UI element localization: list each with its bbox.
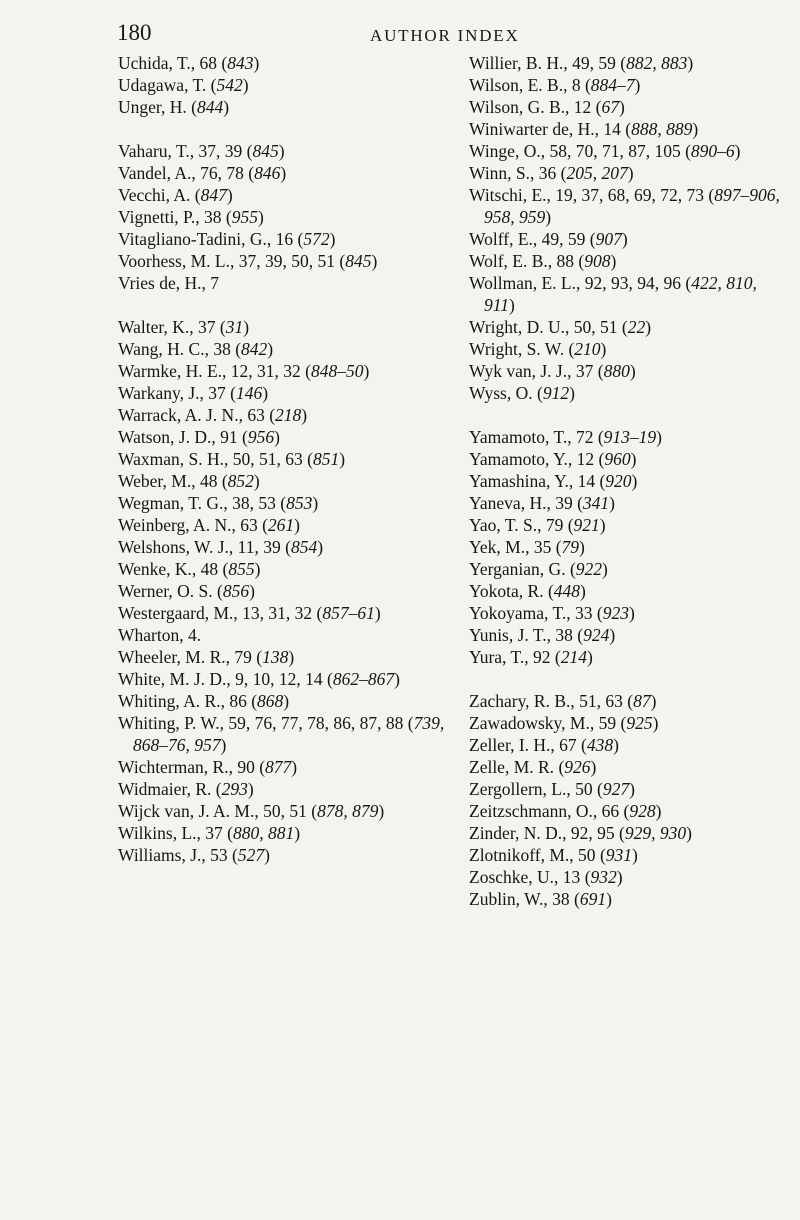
- index-entry: Weinberg, A. N., 63 (261): [118, 515, 300, 535]
- reference-numbers: 847: [200, 185, 227, 205]
- index-entry: Wolf, E. B., 88 (908): [469, 251, 617, 271]
- author-name: Williams, J., 53: [118, 845, 228, 865]
- reference-numbers: 922: [575, 559, 603, 579]
- author-name: Yunis, J. T., 38: [469, 625, 573, 645]
- reference-numbers: 912: [542, 383, 570, 403]
- reference-numbers: 542: [216, 75, 243, 95]
- index-entry: Wilkins, L., 37 (880, 881): [118, 823, 301, 843]
- author-name: Vecchi, A.: [118, 185, 191, 205]
- reference-numbers: 857–61: [322, 603, 375, 623]
- reference-numbers: 261: [267, 515, 295, 535]
- index-entry: Wollman, E. L., 92, 93, 94, 96 (422, 810, 911): [469, 273, 757, 315]
- author-name: Wegman, T. G., 38, 53: [118, 493, 276, 513]
- index-entry: Yaneva, H., 39 (341): [469, 493, 615, 513]
- index-entry: Vitagliano-Tadini, G., 16 (572): [118, 229, 336, 249]
- author-name: Wenke, K., 48: [118, 559, 219, 579]
- index-entry: Wheeler, M. R., 79 (138): [118, 647, 295, 667]
- index-entry: Yerganian, G. (922): [469, 559, 608, 579]
- author-name: Whiting, A. R., 86: [118, 691, 247, 711]
- author-name: Wyss, O.: [469, 383, 533, 403]
- author-name: Widmaier, R.: [118, 779, 212, 799]
- author-name: Voorhess, M. L., 37, 39, 50, 51: [118, 251, 335, 271]
- author-name: Zlotnikoff, M., 50: [469, 845, 596, 865]
- reference-numbers: 929, 930: [624, 823, 687, 843]
- author-name: Whiting, P. W., 59, 76, 77, 78, 86, 87, 88: [118, 713, 404, 733]
- author-name: Winn, S., 36: [469, 163, 557, 183]
- index-entry: Zergollern, L., 50 (927): [469, 779, 635, 799]
- author-name: Uchida, T., 68: [118, 53, 217, 73]
- reference-numbers: 955: [231, 207, 258, 227]
- reference-numbers: 438: [586, 735, 614, 755]
- index-entry: Zublin, W., 38 (691): [469, 889, 612, 909]
- reference-numbers: 890–6: [690, 141, 735, 161]
- reference-numbers: 846: [254, 163, 281, 183]
- index-entry: Zelle, M. R. (926): [469, 757, 597, 777]
- author-name: Vignetti, P., 38: [118, 207, 222, 227]
- author-name: Walter, K., 37: [118, 317, 216, 337]
- author-name: Unger, H.: [118, 97, 187, 117]
- author-name: Zublin, W., 38: [469, 889, 570, 909]
- reference-numbers: 67: [601, 97, 619, 117]
- index-entry: Yao, T. S., 79 (921): [469, 515, 606, 535]
- reference-numbers: 878, 879: [317, 801, 379, 821]
- index-entry: Wright, S. W. (210): [469, 339, 607, 359]
- index-entry: Yokota, R. (448): [469, 581, 586, 601]
- reference-numbers: 897–906, 958, 959: [484, 185, 780, 227]
- page-number: 180: [117, 20, 152, 45]
- index-entry: [118, 272, 458, 294]
- author-name: Zachary, R. B., 51, 63: [469, 691, 623, 711]
- author-name: Wilson, G. B., 12: [469, 97, 592, 117]
- reference-numbers: 856: [222, 581, 250, 601]
- author-name: Zinder, N. D., 92, 95: [469, 823, 615, 843]
- author-name: Winiwarter de, H., 14: [469, 119, 621, 139]
- index-entry: Yokoyama, T., 33 (923): [469, 603, 635, 623]
- reference-numbers: 868: [257, 691, 284, 711]
- reference-numbers: 880: [603, 361, 630, 381]
- author-name: Yokota, R.: [469, 581, 544, 601]
- author-name: Welshons, W. J., 11, 39: [118, 537, 281, 557]
- reference-numbers: 210: [574, 339, 601, 359]
- index-entry: Unger, H. (844): [118, 97, 230, 117]
- author-name: Yerganian, G.: [469, 559, 566, 579]
- author-name: Wright, S. W.: [469, 339, 565, 359]
- index-entry: Yura, T., 92 (214): [469, 647, 593, 667]
- index-entry: Whiting, P. W., 59, 76, 77, 78, 86, 87, 88 (739, 868–76, 957): [118, 713, 445, 755]
- index-entry: Wichterman, R., 90 (877): [118, 757, 298, 777]
- index-entry: Waxman, S. H., 50, 51, 63 (851): [118, 449, 346, 469]
- author-name: Wollman, E. L., 92, 93, 94, 96: [469, 273, 681, 293]
- author-name: Wang, H. C., 38: [118, 339, 231, 359]
- index-entry: Voorhess, M. L., 37, 39, 50, 51 (845): [118, 251, 378, 271]
- index-entry: Zeller, I. H., 67 (438): [469, 735, 619, 755]
- reference-numbers: 853: [286, 493, 313, 513]
- reference-numbers: 739, 868–76, 957: [133, 713, 445, 755]
- author-name: Yokoyama, T., 33: [469, 603, 593, 623]
- letter-group-gap: [469, 404, 789, 426]
- reference-numbers: 888, 889: [631, 119, 693, 139]
- index-entry: Wilson, E. B., 8 (884–7): [469, 75, 641, 95]
- reference-numbers: 845: [252, 141, 279, 161]
- reference-numbers: 31: [225, 317, 244, 337]
- reference-numbers: 845: [345, 251, 372, 271]
- reference-numbers: 855: [228, 559, 255, 579]
- index-entry: Zlotnikoff, M., 50 (931): [469, 845, 638, 865]
- index-entry: Uchida, T., 68 (843): [118, 53, 260, 73]
- author-name: Yek, M., 35: [469, 537, 552, 557]
- author-name: Zeller, I. H., 67: [469, 735, 577, 755]
- reference-numbers: 205, 207: [566, 163, 628, 183]
- reference-numbers: 854: [290, 537, 318, 557]
- index-entry: Yamamoto, Y., 12 (960): [469, 449, 637, 469]
- reference-numbers: 908: [584, 251, 611, 271]
- index-entry: [118, 624, 458, 646]
- index-column-right: [469, 52, 789, 910]
- letter-group-gap: [469, 668, 789, 690]
- index-entry: Widmaier, R. (293): [118, 779, 254, 799]
- author-name: Vitagliano-Tadini, G., 16: [118, 229, 294, 249]
- index-entry: Wang, H. C., 38 (842): [118, 339, 274, 359]
- reference-numbers: 877: [265, 757, 292, 777]
- author-name: Wilkins, L., 37: [118, 823, 223, 843]
- author-name: Wijck van, J. A. M., 50, 51: [118, 801, 307, 821]
- author-name: Vaharu, T., 37, 39: [118, 141, 243, 161]
- index-entry: Vignetti, P., 38 (955): [118, 207, 264, 227]
- reference-numbers: 923: [602, 603, 629, 623]
- reference-numbers: 842: [241, 339, 268, 359]
- reference-numbers: 851: [312, 449, 340, 469]
- reference-numbers: 146: [235, 383, 263, 403]
- author-name: Werner, O. S.: [118, 581, 213, 601]
- author-name: Vandel, A., 76, 78: [118, 163, 244, 183]
- index-entry: Walter, K., 37 (31): [118, 317, 250, 337]
- reference-numbers: 928: [629, 801, 656, 821]
- author-name: Willier, B. H., 49, 59: [469, 53, 616, 73]
- author-name: Wolff, E., 49, 59: [469, 229, 586, 249]
- index-entry: Vaharu, T., 37, 39 (845): [118, 141, 285, 161]
- reference-numbers: 138: [262, 647, 289, 667]
- author-name: Yao, T. S., 79: [469, 515, 564, 535]
- running-title: AUTHOR INDEX: [370, 26, 520, 45]
- index-entry: Wolff, E., 49, 59 (907): [469, 229, 628, 249]
- reference-numbers: 907: [595, 229, 622, 249]
- author-name: Vries de, H., 7: [118, 273, 220, 293]
- author-name: Yaneva, H., 39: [469, 493, 573, 513]
- reference-numbers: 341: [582, 493, 610, 513]
- reference-numbers: 214: [560, 647, 587, 667]
- author-name: Zelle, M. R.: [469, 757, 555, 777]
- reference-numbers: 691: [579, 889, 607, 909]
- reference-numbers: 527: [237, 845, 265, 865]
- author-name: Winge, O., 58, 70, 71, 87, 105: [469, 141, 681, 161]
- index-entry: Wegman, T. G., 38, 53 (853): [118, 493, 319, 513]
- index-entry: White, M. J. D., 9, 10, 12, 14 (862–867): [118, 669, 400, 689]
- index-entry: Willier, B. H., 49, 59 (882, 883): [469, 53, 694, 73]
- index-entry: Winge, O., 58, 70, 71, 87, 105 (890–6): [469, 141, 741, 161]
- index-entry: Yek, M., 35 (79): [469, 537, 585, 557]
- author-name: Warkany, J., 37: [118, 383, 226, 403]
- index-entry: Zawadowsky, M., 59 (925): [469, 713, 659, 733]
- author-name: Zeitzschmann, O., 66: [469, 801, 620, 821]
- reference-numbers: 924: [583, 625, 610, 645]
- index-entry: Winiwarter de, H., 14 (888, 889): [469, 119, 699, 139]
- index-entry: Zoschke, U., 13 (932): [469, 867, 623, 887]
- author-name: Zergollern, L., 50: [469, 779, 593, 799]
- author-name: White, M. J. D., 9, 10, 12, 14: [118, 669, 323, 689]
- index-entry: Zachary, R. B., 51, 63 (87): [469, 691, 657, 711]
- author-name: Yura, T., 92: [469, 647, 551, 667]
- reference-numbers: 844: [197, 97, 224, 117]
- index-entry: Zeitzschmann, O., 66 (928): [469, 801, 662, 821]
- author-name: Witschi, E., 19, 37, 68, 69, 72, 73: [469, 185, 705, 205]
- author-name: Yamamoto, Y., 12: [469, 449, 595, 469]
- author-name: Weber, M., 48: [118, 471, 218, 491]
- author-name: Warmke, H. E., 12, 31, 32: [118, 361, 301, 381]
- author-name: Wolf, E. B., 88: [469, 251, 575, 271]
- index-entry: Winn, S., 36 (205, 207): [469, 163, 634, 183]
- letter-group-gap: [118, 118, 458, 140]
- reference-numbers: 448: [553, 581, 581, 601]
- reference-numbers: 848–50: [311, 361, 364, 381]
- reference-numbers: 880, 881: [232, 823, 295, 843]
- index-entry: Udagawa, T. (542): [118, 75, 249, 95]
- reference-numbers: 572: [303, 229, 330, 249]
- index-entry: Witschi, E., 19, 37, 68, 69, 72, 73 (897–906, 958, 959): [469, 185, 780, 227]
- index-entry: Weber, M., 48 (852): [118, 471, 260, 491]
- index-entry: Wyk van, J. J., 37 (880): [469, 361, 636, 381]
- index-entry: Wenke, K., 48 (855): [118, 559, 261, 579]
- letter-group-gap: [118, 294, 458, 316]
- index-entry: Williams, J., 53 (527): [118, 845, 270, 865]
- reference-numbers: 920: [605, 471, 632, 491]
- index-entry: Wright, D. U., 50, 51 (22): [469, 317, 652, 337]
- author-name: Wharton, 4.: [118, 625, 202, 645]
- index-entry: Vecchi, A. (847): [118, 185, 233, 205]
- author-name: Zawadowsky, M., 59: [469, 713, 617, 733]
- index-entry: Wilson, G. B., 12 (67): [469, 97, 625, 117]
- reference-numbers: 843: [227, 53, 254, 73]
- author-name: Wyk van, J. J., 37: [469, 361, 594, 381]
- index-entry: Werner, O. S. (856): [118, 581, 255, 601]
- reference-numbers: 79: [561, 537, 580, 557]
- author-name: Yamashina, Y., 14: [469, 471, 596, 491]
- index-entry: Yamamoto, T., 72 (913–19): [469, 427, 662, 447]
- index-entry: Yamashina, Y., 14 (920): [469, 471, 638, 491]
- author-name: Wheeler, M. R., 79: [118, 647, 252, 667]
- author-name: Zoschke, U., 13: [469, 867, 581, 887]
- index-entry: Yunis, J. T., 38 (924): [469, 625, 616, 645]
- reference-numbers: 913–19: [603, 427, 657, 447]
- reference-numbers: 932: [590, 867, 617, 887]
- reference-numbers: 293: [221, 779, 248, 799]
- author-name: Waxman, S. H., 50, 51, 63: [118, 449, 303, 469]
- index-entry: Wijck van, J. A. M., 50, 51 (878, 879): [118, 801, 385, 821]
- reference-numbers: 852: [227, 471, 254, 491]
- reference-numbers: 921: [573, 515, 600, 535]
- index-entry: Warkany, J., 37 (146): [118, 383, 269, 403]
- index-entry: Welshons, W. J., 11, 39 (854): [118, 537, 324, 557]
- reference-numbers: 956: [247, 427, 275, 447]
- author-name: Yamamoto, T., 72: [469, 427, 594, 447]
- reference-numbers: 927: [602, 779, 630, 799]
- index-entry: Wyss, O. (912): [469, 383, 575, 403]
- index-column-left: [118, 52, 458, 866]
- reference-numbers: 884–7: [590, 75, 635, 95]
- reference-numbers: 931: [605, 845, 633, 865]
- index-entry: Warmke, H. E., 12, 31, 32 (848–50): [118, 361, 370, 381]
- reference-numbers: 882, 883: [626, 53, 688, 73]
- reference-numbers: 87: [633, 691, 651, 711]
- author-name: Wright, D. U., 50, 51: [469, 317, 618, 337]
- reference-numbers: 422, 810, 911: [484, 273, 757, 315]
- author-name: Udagawa, T.: [118, 75, 207, 95]
- author-name: Wichterman, R., 90: [118, 757, 255, 777]
- index-entry: Watson, J. D., 91 (956): [118, 427, 280, 447]
- reference-numbers: 960: [604, 449, 631, 469]
- reference-numbers: 218: [275, 405, 302, 425]
- index-entry: Zinder, N. D., 92, 95 (929, 930): [469, 823, 692, 843]
- reference-numbers: 22: [627, 317, 646, 337]
- author-name: Warrack, A. J. N., 63: [118, 405, 265, 425]
- index-entry: Warrack, A. J. N., 63 (218): [118, 405, 308, 425]
- index-entry: Whiting, A. R., 86 (868): [118, 691, 290, 711]
- author-name: Weinberg, A. N., 63: [118, 515, 258, 535]
- reference-numbers: 862–867: [332, 669, 395, 689]
- index-entry: Vandel, A., 76, 78 (846): [118, 163, 287, 183]
- author-name: Westergaard, M., 13, 31, 32: [118, 603, 313, 623]
- author-name: Wilson, E. B., 8: [469, 75, 581, 95]
- reference-numbers: 925: [626, 713, 653, 733]
- index-entry: Westergaard, M., 13, 31, 32 (857–61): [118, 603, 381, 623]
- reference-numbers: 926: [564, 757, 591, 777]
- author-name: Watson, J. D., 91: [118, 427, 238, 447]
